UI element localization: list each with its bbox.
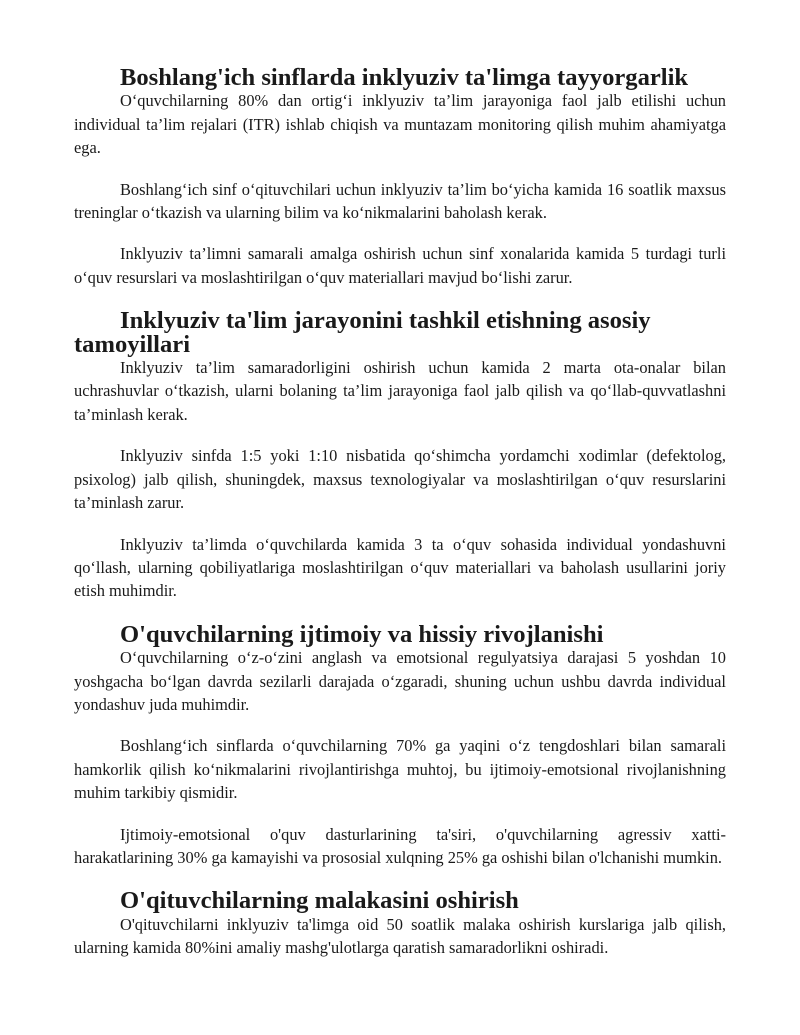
section-heading: O'qituvchilarning malakasini oshirish bbox=[120, 887, 519, 915]
paragraph: Inklyuziv ta’lim samaradorligini oshirish uchun kamida 2 marta ota-onalar bilan uchrashuvlar o‘tkazish, ularni bolaning ta’lim jarayoniga faol jalb qilish va qo‘llab-quvvatlashni ta’minlash kerak. bbox=[74, 358, 726, 424]
section-heading: O'quvchilarning ijtimoiy va hissiy rivojlanishi bbox=[120, 620, 604, 648]
paragraph: Inklyuziv ta’limni samarali amalga oshirish uchun sinf xonalarida kamida 5 turdagi turli o‘quv resurslari va moslashtirilgan o‘quv materiallari mavjud bo‘lishi zarur. bbox=[74, 244, 726, 287]
paragraph: Ijtimoiy-emotsional o'quv dasturlarining ta'siri, o'quvchilarning agressiv xatti-harakatlarining 30% ga kamayishi va prososial xulqning 25% ga oshishi bilan o'lchanishi mumkin. bbox=[74, 824, 726, 867]
section-heading: Inklyuziv ta'lim jarayonini tashkil etishning asosiy tamoyillari bbox=[74, 307, 651, 358]
paragraph: Inklyuziv sinfda 1:5 yoki 1:10 nisbatida qo‘shimcha yordamchi xodimlar (defektolog, psixolog) jalb qilish, shuningdek, maxsus texnologiyalar va moslashtirilgan o‘quv resurslarini ta’minlash zarur. bbox=[74, 446, 726, 513]
paragraph: Boshlang‘ich sinflarda o‘quvchilarning 70% ga yaqini o‘z tengdoshlari bilan samarali hamkorlik qilish ko‘nikmalarini rivojlantirishga muhtoj, bu ijtimoiy-emotsional rivojlanishning muhim tarkibiy qismidir. bbox=[74, 736, 726, 803]
section-heading: Boshlang'ich sinflarda inklyuziv ta'limga tayyorgarlik bbox=[120, 64, 689, 91]
paragraph: O‘quvchilarning 80% dan ortig‘i inklyuziv ta’lim jarayoniga faol jalb etilishi uchun individual ta’lim rejalari (ITR) ishlab chiqish va muntazam monitoring qilish muhim ahamiyatga ega. bbox=[74, 91, 726, 158]
paragraph: Boshlang‘ich sinf o‘qituvchilari uchun inklyuziv ta’lim bo‘yicha kamida 16 soatlik maxsus treninglar o‘tkazish va ularning bilim va ko‘nikmalarini baholash kerak. bbox=[74, 179, 726, 223]
paragraph: O‘quvchilarning o‘z-o‘zini anglash va emotsional regulyatsiya darajasi 5 yoshdan 10 yoshgacha bo‘lgan davrda sezilarli darajada o‘zgaradi, shuning uchun ushbu davrda individual yondashuv juda muhimdir. bbox=[74, 648, 726, 714]
paragraph: O'qituvchilarni inklyuziv ta'limga oid 50 soatlik malaka oshirish kurslariga jalb qilish, ularning kamida 80%ini amaliy mashg'ulotlarga qaratish samaradorlikni oshiradi. bbox=[74, 914, 726, 958]
paragraph: Inklyuziv ta’limda o‘quvchilarda kamida 3 ta o‘quv sohasida individual yondashuvni qo‘llash, ularning qobiliyatlariga moslashtirilgan o‘quv materiallari va baholash usullarini joriy etish muhimdir. bbox=[74, 534, 726, 601]
